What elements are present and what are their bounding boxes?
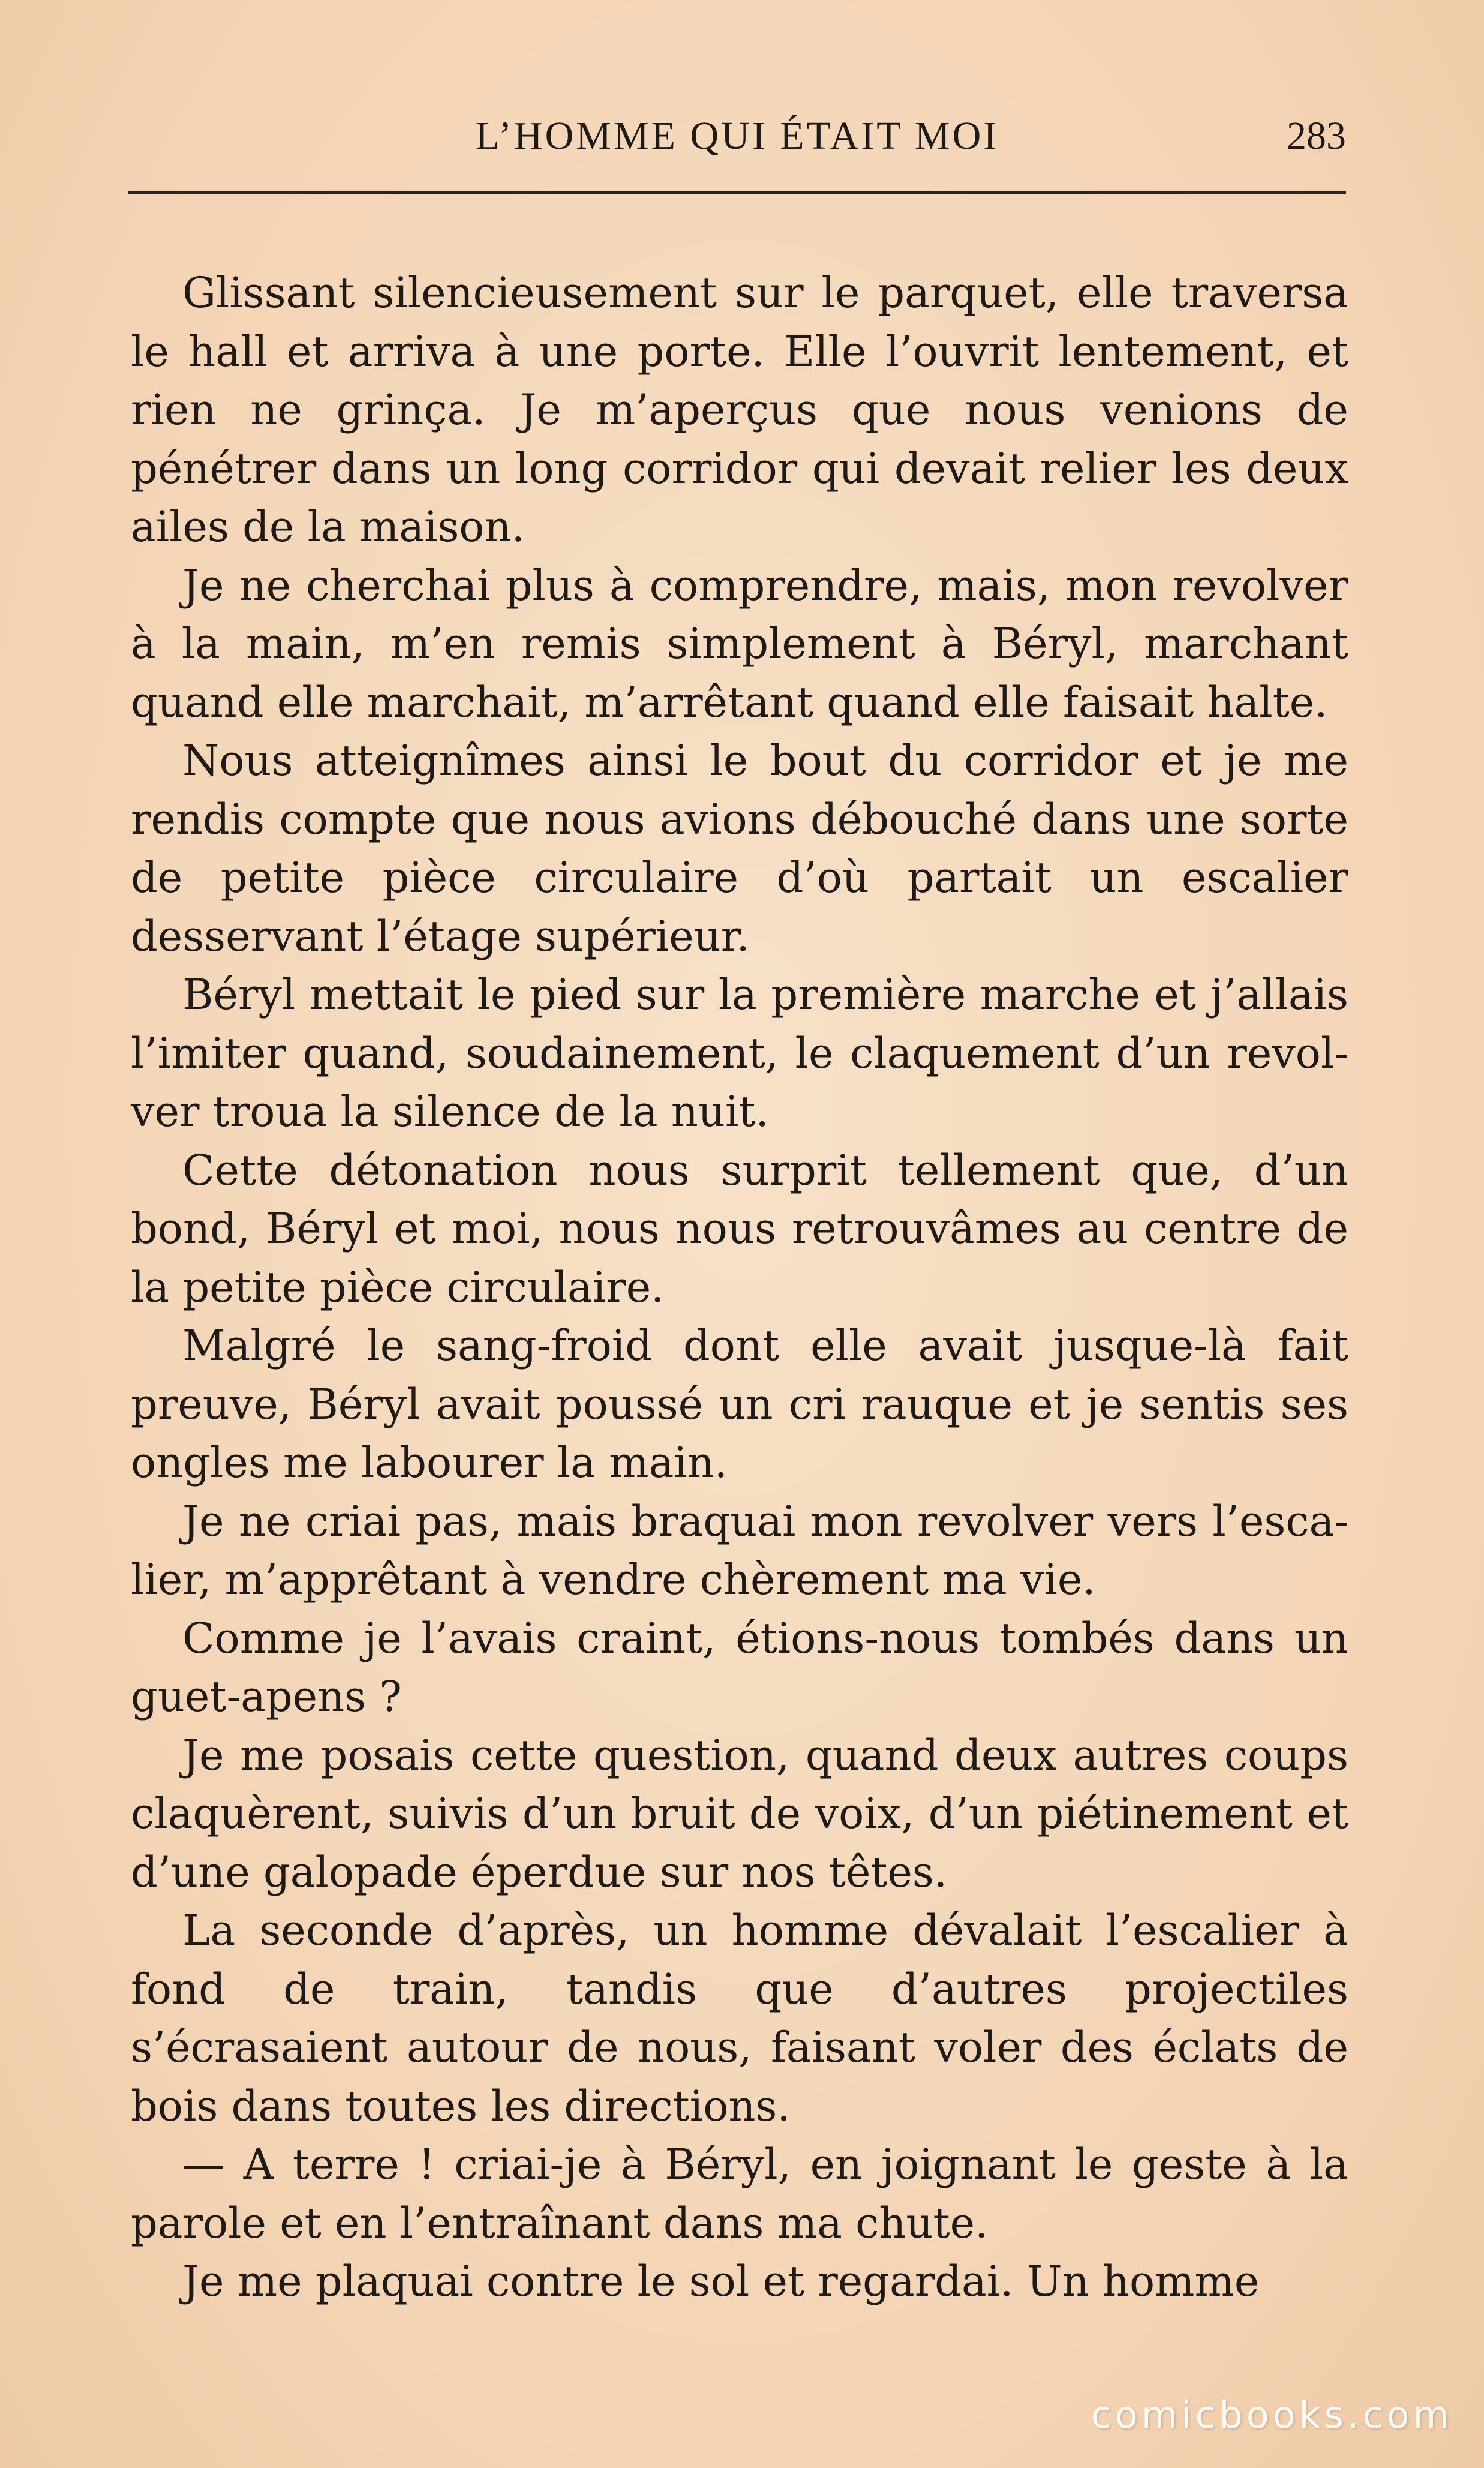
paragraph: — A terre ! criai-je à Béryl, en joignant le geste à la parole et en l’entraînant dans ma chute. bbox=[131, 2140, 1348, 2248]
paragraph: Malgré le sang-froid dont elle avait jusque-là fait preuve, Béryl avait poussé un cri rauque et je sentis ses ongles me labourer la main. bbox=[131, 1321, 1348, 1487]
paragraph: Glissant silencieusement sur le parquet, elle traversa le hall et arriva à une porte. Elle l’ouvrit lentement, et rien ne grinça. Je m’aperçus que nous venions de pénétrer dans un long corridor qui devait relier les deux ailes de la maison. bbox=[131, 268, 1348, 551]
paragraph: Je me plaquai contre le sol et regardai. Un homme bbox=[182, 2257, 1260, 2306]
paragraph: La seconde d’après, un homme dévalait l’escalier à fond de train, tandis que d’autres projectiles s’écrasaient autour de nous, faisant voler des éclats de bois dans toutes les directions. bbox=[131, 1906, 1348, 2131]
page-number: 283 bbox=[1287, 114, 1346, 158]
paragraph: Je ne cherchai plus à comprendre, mais, mon revolver à la main, m’en remis simplement à Béryl, marchant quand elle marchait, m’arrêtant quand elle faisait halte. bbox=[131, 560, 1348, 727]
running-head bbox=[128, 105, 1346, 171]
paragraph: Nous atteignîmes ainsi le bout du corridor et je me rendis compte que nous avions débouché dans une sorte de petite pièce circulaire d’où partait un escalier desservant l’étage supérieur. bbox=[131, 736, 1348, 961]
watermark: comicbooks.com bbox=[1091, 2393, 1453, 2437]
header-rule bbox=[128, 191, 1346, 194]
body-text bbox=[131, 264, 1348, 2311]
paragraph: Cette détonation nous surprit tellement que, d’un bond, Béryl et moi, nous nous retrouvâmes au centre de la petite pièce circulaire. bbox=[131, 1145, 1348, 1312]
paragraph: Béryl mettait le pied sur la première marche et j’allais l’imiter quand, soudainement, le claquement d’un revolver troua la silence de la nuit. bbox=[131, 970, 1348, 1136]
paragraph: Je me posais cette question, quand deux autres coups claquèrent, suivis d’un bruit de voix, d’un piétinement et d’une galopade éperdue sur nos têtes. bbox=[131, 1730, 1348, 1897]
running-title: L’HOMME QUI ÉTAIT MOI bbox=[475, 114, 999, 158]
paragraph: Je ne criai pas, mais braquai mon revolver vers l’escalier, m’apprêtant à vendre chèrement ma vie. bbox=[131, 1496, 1348, 1604]
paragraph: Comme je l’avais craint, étions-nous tombés dans un guet-apens ? bbox=[131, 1613, 1348, 1721]
